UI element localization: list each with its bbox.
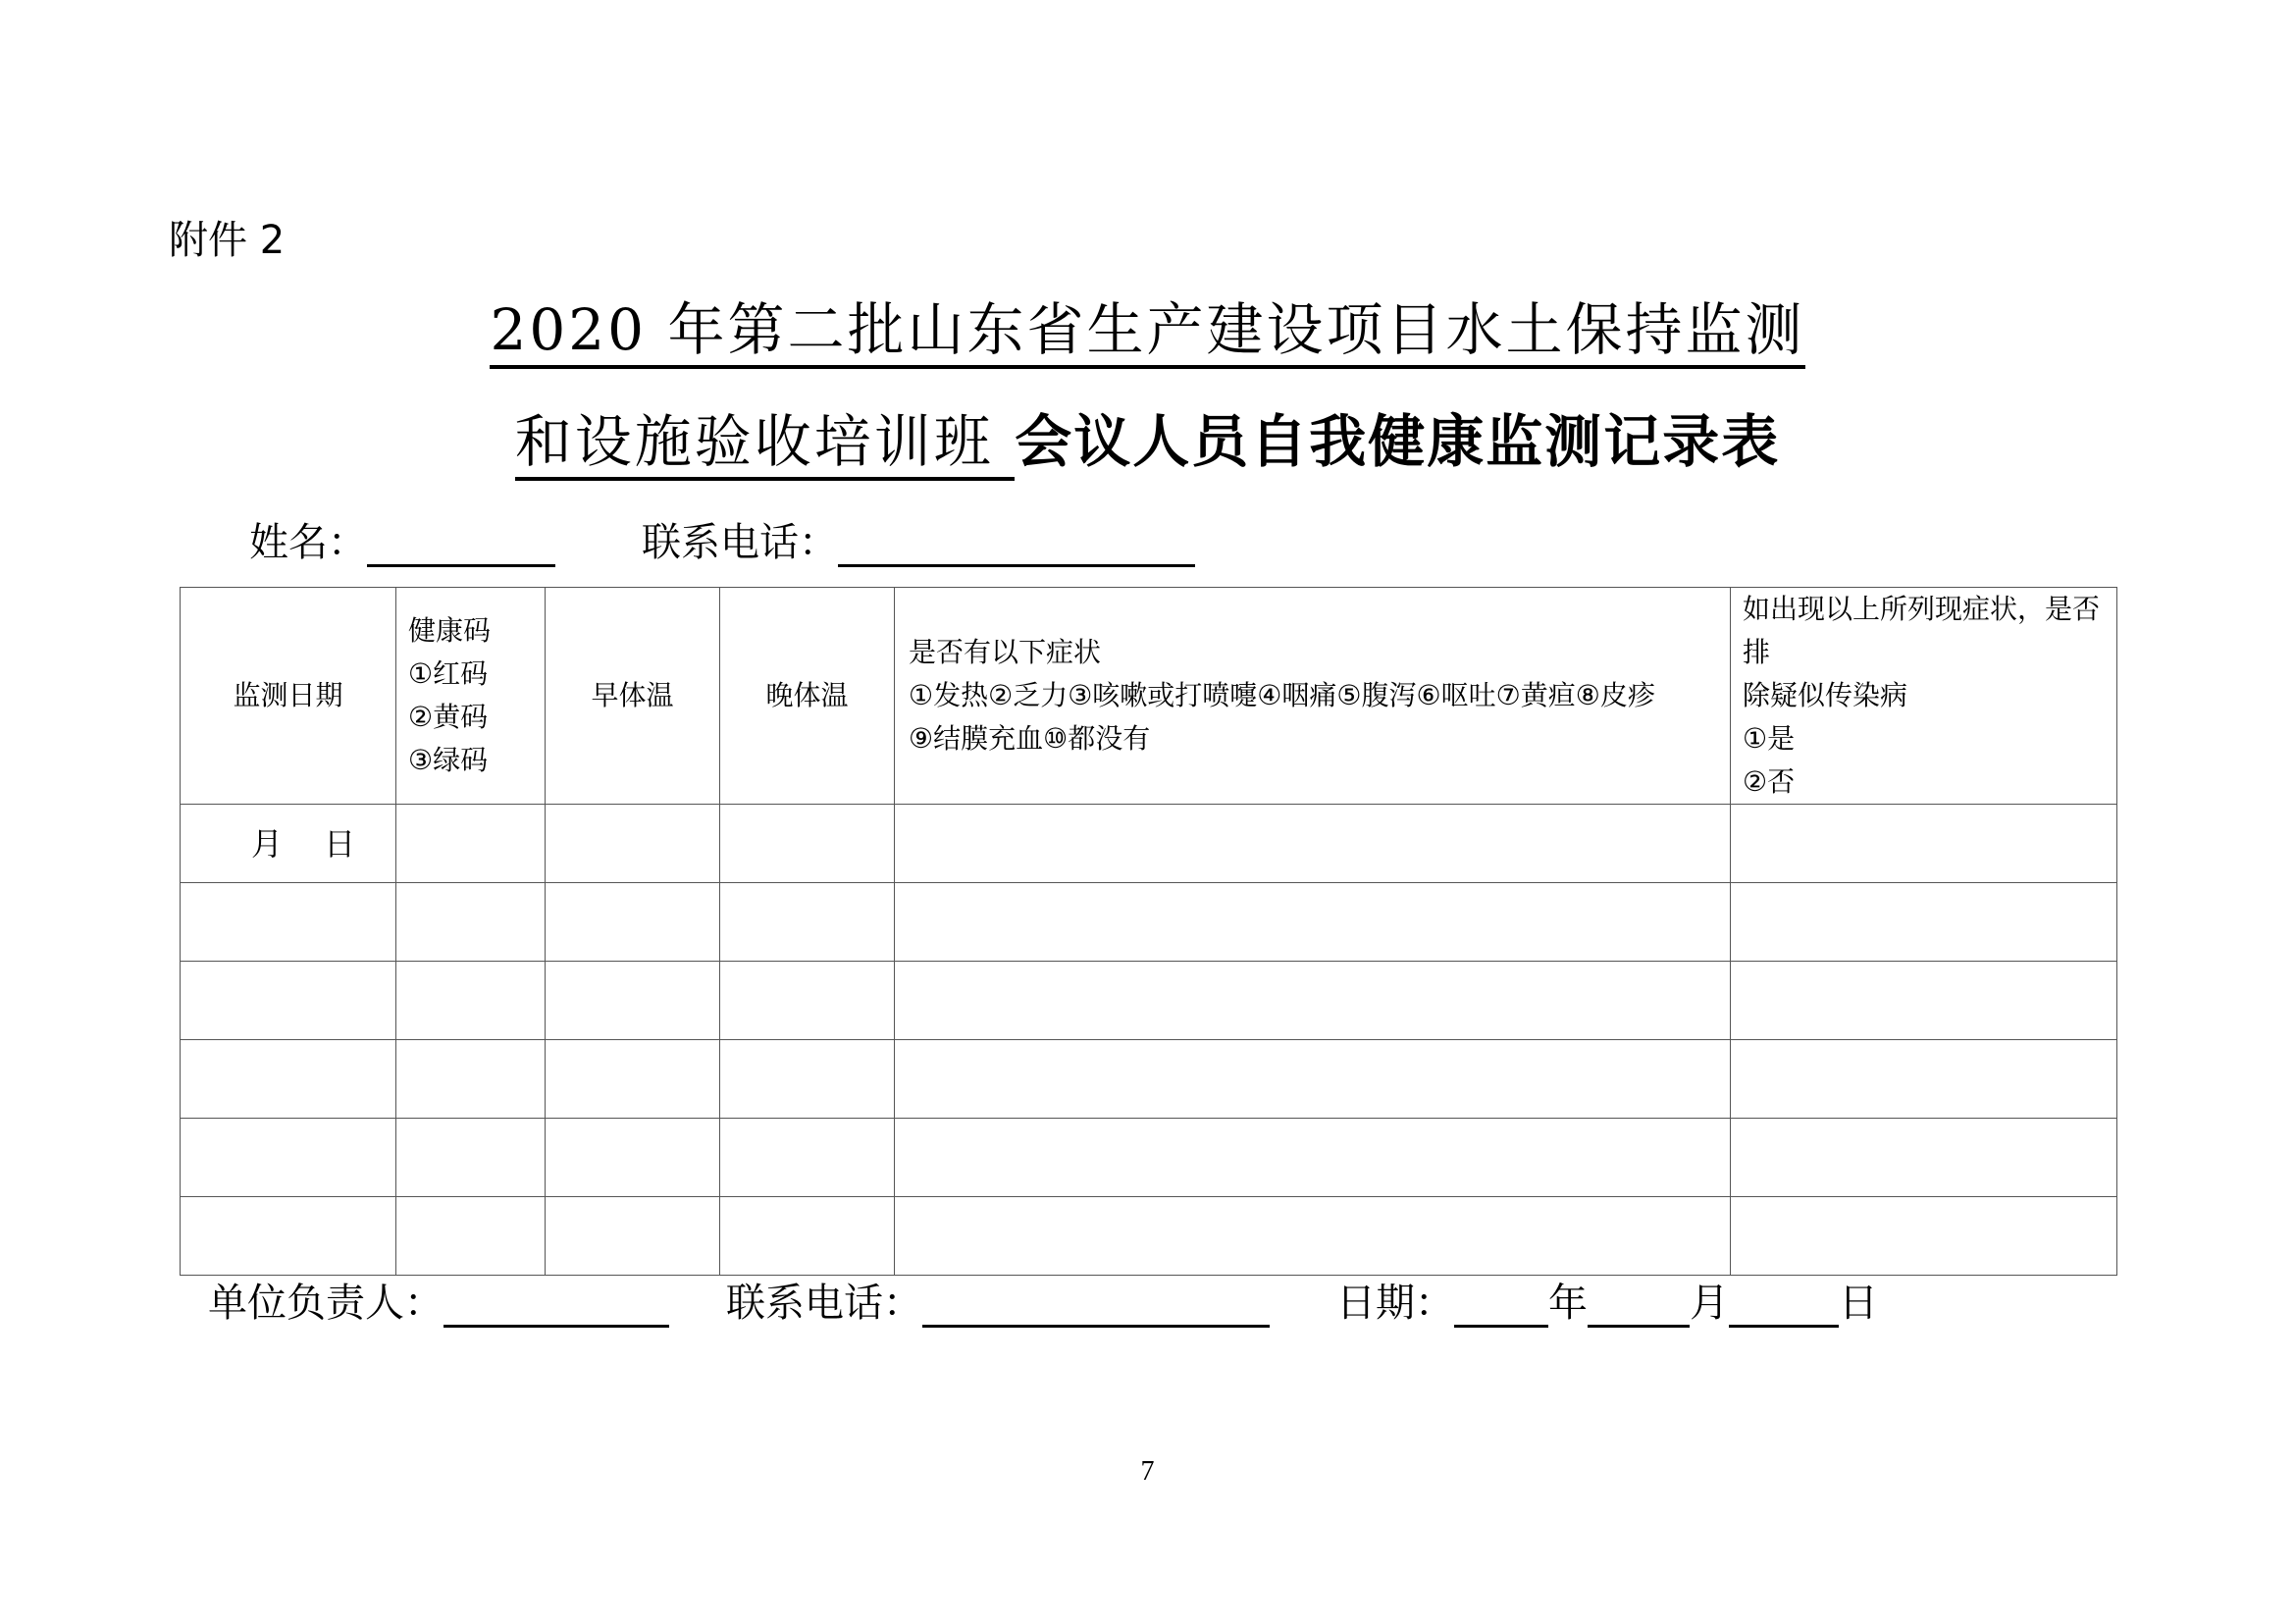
header-date: 监测日期 <box>181 588 396 805</box>
header-health-code <box>396 588 546 805</box>
day-label: 日 <box>1839 1281 1878 1326</box>
row-evening-temp-cell[interactable] <box>720 1119 895 1197</box>
header-symptoms <box>895 588 1731 805</box>
row-symptoms-cell[interactable] <box>895 883 1731 962</box>
leader-blank[interactable] <box>443 1285 669 1328</box>
document-title-line-2 <box>0 406 2295 477</box>
leader-phone-label: 联系电话： <box>726 1281 922 1326</box>
row-morning-temp-cell[interactable] <box>546 1119 720 1197</box>
header-health-code-yellow: ②黄码 <box>408 701 489 733</box>
header-health-code-red: ①红码 <box>408 657 489 690</box>
row-health-code-cell[interactable] <box>396 1040 546 1119</box>
leader-phone-blank[interactable] <box>922 1285 1270 1328</box>
table-row <box>181 883 2117 962</box>
leader-phone-field <box>726 1279 1270 1328</box>
table-row <box>181 1197 2117 1276</box>
row-health-code-cell[interactable] <box>396 962 546 1040</box>
header-exclusion-line-1: 如出现以上所列现症状，是否排 <box>1743 593 2101 668</box>
row-morning-temp-cell[interactable] <box>546 1197 720 1276</box>
header-symptoms-list-2: ⑨结膜充血⑩都没有 <box>909 722 1151 755</box>
title-line-1-text: 2020 年第二批山东省生产建设项目水土保持监测 <box>490 296 1804 369</box>
header-exclusion-yes: ①是 <box>1743 722 1796 755</box>
row-health-code-cell[interactable] <box>396 1197 546 1276</box>
row-exclusion-cell[interactable] <box>1731 962 2117 1040</box>
row-date-cell[interactable]: 月 日 <box>181 805 396 883</box>
row-evening-temp-cell[interactable] <box>720 1197 895 1276</box>
year-blank[interactable] <box>1454 1285 1548 1328</box>
health-monitoring-table <box>180 587 2117 1276</box>
table-header-row <box>181 588 2117 805</box>
row-exclusion-cell[interactable] <box>1731 805 2117 883</box>
row-health-code-cell[interactable] <box>396 1119 546 1197</box>
row-health-code-cell[interactable] <box>396 805 546 883</box>
sign-date-field <box>1336 1279 1878 1328</box>
row-symptoms-cell[interactable] <box>895 1119 1731 1197</box>
row-evening-temp-cell[interactable] <box>720 1040 895 1119</box>
header-evening-temp: 晚体温 <box>720 588 895 805</box>
row-date-cell[interactable] <box>181 962 396 1040</box>
year-label: 年 <box>1548 1281 1588 1326</box>
header-exclusion <box>1731 588 2117 805</box>
table-row <box>181 1119 2117 1197</box>
row-exclusion-cell[interactable] <box>1731 1040 2117 1119</box>
row-date-cell[interactable] <box>181 1119 396 1197</box>
table-row <box>181 805 2117 883</box>
phone-blank[interactable] <box>838 525 1195 567</box>
sign-date-label: 日期： <box>1336 1281 1454 1326</box>
row-morning-temp-cell[interactable] <box>546 805 720 883</box>
row-date-cell[interactable] <box>181 1040 396 1119</box>
header-health-code-green: ③绿码 <box>408 744 489 776</box>
month-label: 月 <box>1690 1281 1729 1326</box>
row-morning-temp-cell[interactable] <box>546 1040 720 1119</box>
title-training-name: 和设施验收培训班 <box>515 408 1015 481</box>
header-exclusion-line-2: 除疑似传染病 <box>1743 679 1908 711</box>
row-exclusion-cell[interactable] <box>1731 883 2117 962</box>
name-blank[interactable] <box>367 525 555 567</box>
row-morning-temp-cell[interactable] <box>546 962 720 1040</box>
row-evening-temp-cell[interactable] <box>720 805 895 883</box>
row-exclusion-cell[interactable] <box>1731 1197 2117 1276</box>
phone-field <box>642 518 1195 567</box>
table-row <box>181 1040 2117 1119</box>
name-field <box>249 518 555 567</box>
row-symptoms-cell[interactable] <box>895 805 1731 883</box>
row-evening-temp-cell[interactable] <box>720 962 895 1040</box>
name-label: 姓名： <box>249 520 367 565</box>
leader-label: 单位负责人： <box>208 1281 443 1326</box>
table-row <box>181 962 2117 1040</box>
attachment-label: 附件 2 <box>169 218 286 263</box>
row-evening-temp-cell[interactable] <box>720 883 895 962</box>
row-date-cell[interactable] <box>181 883 396 962</box>
title-form-name: 会议人员自我健康监测记录表 <box>1015 408 1781 475</box>
row-symptoms-cell[interactable] <box>895 1040 1731 1119</box>
phone-label: 联系电话： <box>642 520 838 565</box>
row-symptoms-cell[interactable] <box>895 1197 1731 1276</box>
row-health-code-cell[interactable] <box>396 883 546 962</box>
row-date-cell[interactable] <box>181 1197 396 1276</box>
row-morning-temp-cell[interactable] <box>546 883 720 962</box>
day-blank[interactable] <box>1729 1285 1839 1328</box>
leader-field <box>208 1279 669 1328</box>
page-number: 7 <box>1140 1456 1155 1487</box>
header-health-code-title: 健康码 <box>408 614 492 647</box>
row-exclusion-cell[interactable] <box>1731 1119 2117 1197</box>
month-blank[interactable] <box>1588 1285 1690 1328</box>
header-morning-temp: 早体温 <box>546 588 720 805</box>
row-symptoms-cell[interactable] <box>895 962 1731 1040</box>
document-title-line-1 <box>0 294 2295 365</box>
header-symptoms-list-1: ①发热②乏力③咳嗽或打喷嚏④咽痛⑤腹泻⑥呕吐⑦黄疸⑧皮疹 <box>909 679 1655 711</box>
header-symptoms-title: 是否有以下症状 <box>909 636 1102 668</box>
header-exclusion-no: ②否 <box>1743 765 1796 798</box>
